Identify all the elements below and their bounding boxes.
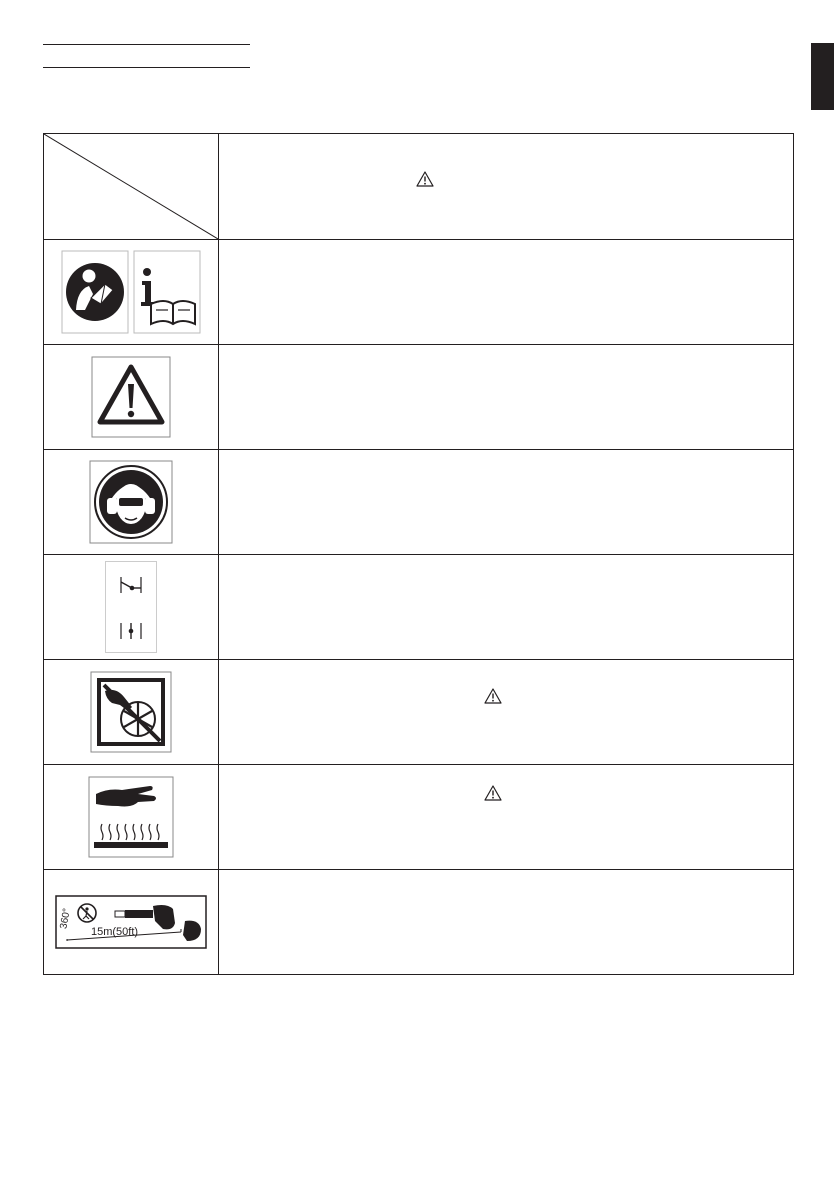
header-description-cell (219, 134, 794, 240)
table-row (44, 240, 794, 345)
description-cell (219, 345, 794, 450)
symbol-cell (44, 240, 219, 345)
table-row (44, 660, 794, 765)
angle-label: 360° (58, 907, 73, 930)
description-cell (219, 450, 794, 555)
symbol-cell (44, 555, 219, 660)
symbol-cell (44, 765, 219, 870)
warning-triangle-icon (91, 356, 171, 438)
rotating-fan-hand-icon (90, 671, 172, 753)
symbol-cell (44, 345, 219, 450)
section-tab (811, 43, 834, 110)
eye-ear-protection-icon (89, 460, 173, 544)
description-cell (219, 660, 794, 765)
read-manual-icon (61, 250, 201, 334)
table-row (44, 345, 794, 450)
symbols-table (43, 133, 794, 975)
distance-label: 15m(50ft) (91, 926, 139, 938)
description-cell (219, 240, 794, 345)
table-row (44, 765, 794, 870)
table-row (44, 450, 794, 555)
description-cell (219, 870, 794, 975)
warning-triangle-small-icon (484, 688, 502, 704)
symbol-cell (44, 870, 219, 975)
keep-distance-icon (55, 895, 207, 949)
description-cell (219, 555, 794, 660)
warning-triangle-small-icon (416, 171, 434, 187)
hot-surface-hand-icon (88, 776, 174, 858)
table-header-row (44, 134, 794, 240)
symbol-cell (44, 660, 219, 765)
description-cell (219, 765, 794, 870)
symbol-cell (44, 450, 219, 555)
header-rule-bottom (43, 67, 250, 68)
switch-symbols-icon (105, 561, 157, 653)
warning-triangle-small-icon (484, 785, 502, 801)
table-row (44, 870, 794, 975)
header-rule-top (43, 44, 250, 45)
diagonal-line (44, 134, 218, 239)
header-diagonal-cell (44, 134, 219, 240)
table-row (44, 555, 794, 660)
